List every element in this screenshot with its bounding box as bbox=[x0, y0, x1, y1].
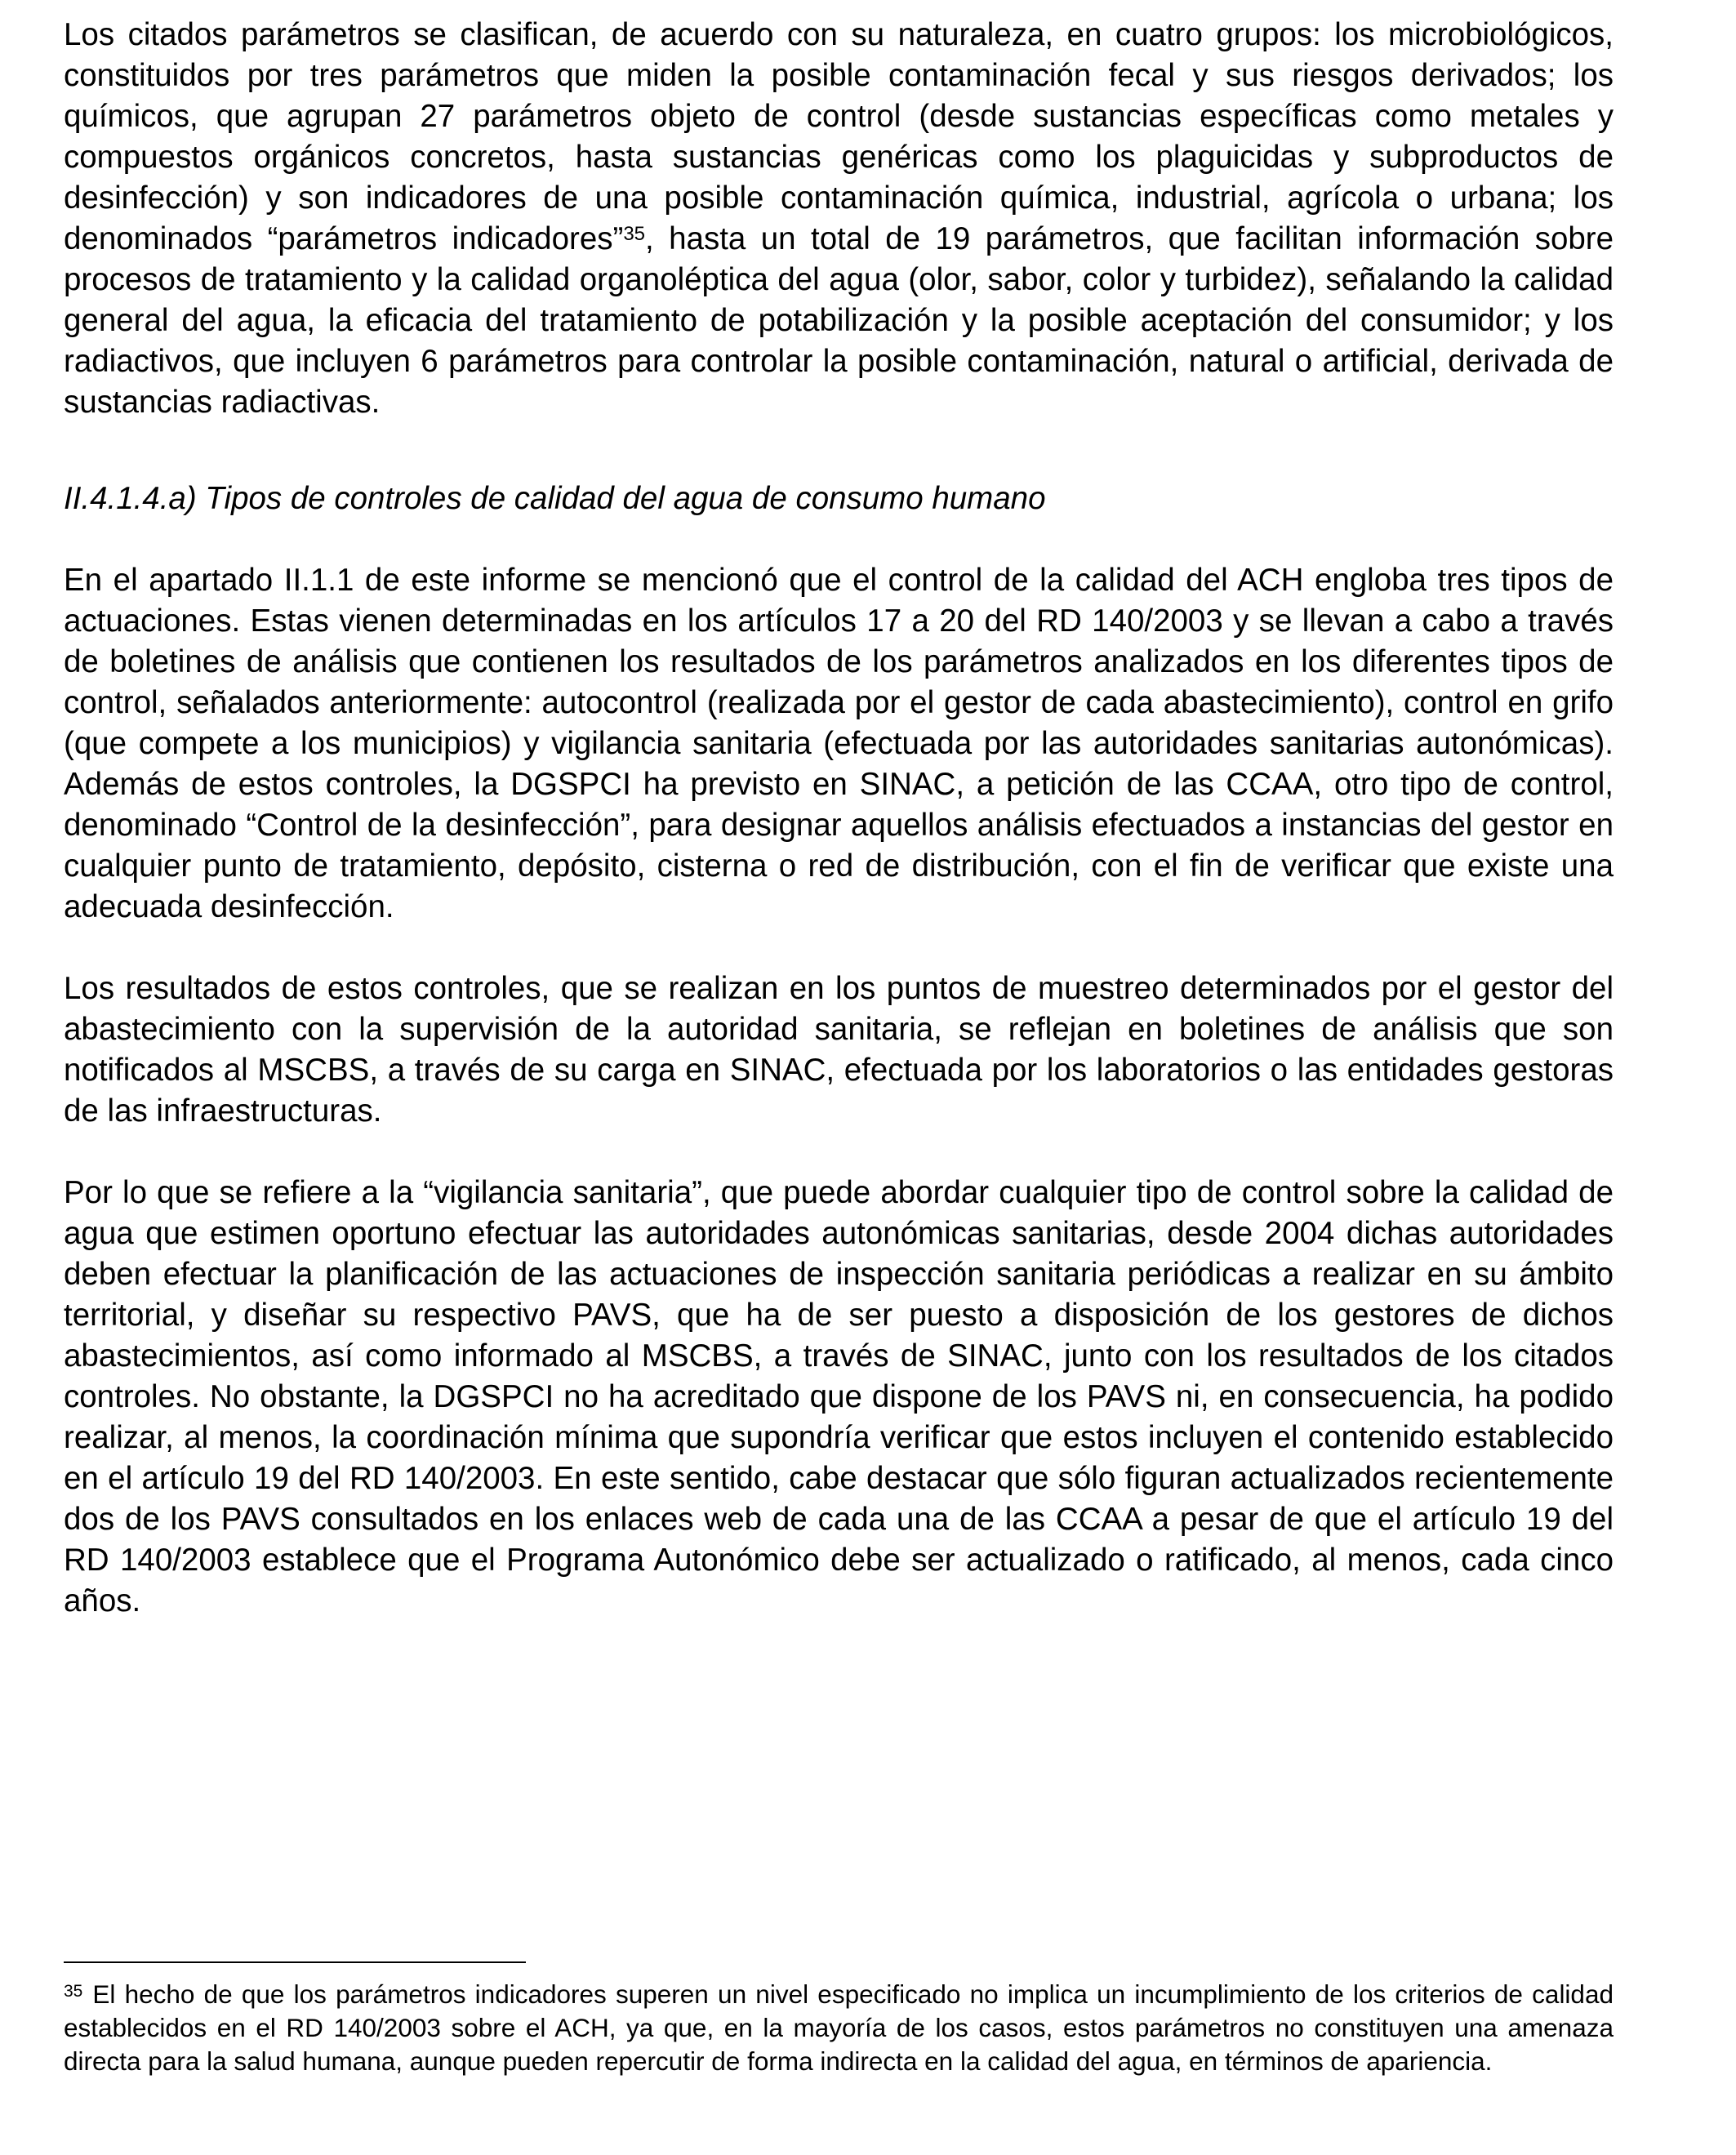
paragraph-1-text-start: Los citados parámetros se clasifican, de acuerdo con su naturaleza, en cuatro grupos: los microbiológicos, constituidos por tres parámetros que miden la posible contaminación fecal y sus riesgos derivados; los químicos, que agrupan 27 parámetros objeto de control (desde sustancias específicas como metales y compuestos orgánicos concretos, hasta sustancias genéricas como los plaguicidas y subproductos de desinfección) y son indicadores de una posible contaminación química, industrial, agrícola o urbana; los denominados “parámetros indicadores” bbox=[64, 17, 1614, 256]
footnote-text: El hecho de que los parámetros indicadores superen un nivel especificado no implica un incumplimiento de los criterios de calidad establecidos en el RD 140/2003 sobre el ACH, ya que, en la mayoría de los casos, estos parámetros no constituyen una amenaza directa para la salud humana, aunque pueden repercutir de forma indirecta en la calidad del agua, en términos de apariencia. bbox=[64, 1979, 1614, 2076]
paragraph-control-types: En el apartado II.1.1 de este informe se mencionó que el control de la calidad del ACH engloba tres tipos de actuaciones. Estas vienen determinadas en los artículos 17 a 20 del RD 140/2003 y se llevan a cabo a través de boletines de análisis que contienen los resultados de los parámetros analizados en los diferentes tipos de control, señalados anteriormente: autocontrol (realizada por el gestor de cada abastecimiento), control en grifo (que compete a los municipios) y vigilancia sanitaria (efectuada por las autoridades sanitarias autonómicas). Además de estos controles, la DGSPCI ha previsto en SINAC, a petición de las CCAA, otro tipo de control, denominado “Control de la desinfección”, para designar aquellos análisis efectuados a instancias del gestor en cualquier punto de tratamiento, depósito, cisterna o red de distribución, con el fin de verificar que existe una adecuada desinfección. bbox=[64, 563, 1614, 924]
paragraph-sanitary-surveillance: Por lo que se refiere a la “vigilancia sanitaria”, que puede abordar cualquier tipo de control sobre la calidad de agua que estimen oportuno efectuar las autoridades autonómicas sanitarias, desde 2004 dichas autoridades deben efectuar la planificación de las actuaciones de inspección sanitaria periódicas a realizar en su ámbito territorial, y diseñar su respectivo PAVS, que ha de ser puesto a disposición de los gestores de dichos abastecimientos, así como informado al MSCBS, a través de SINAC, junto con los resultados de los citados controles. No obstante, la DGSPCI no ha acreditado que dispone de los PAVS ni, en consecuencia, ha podido realizar, al menos, la coordinación mínima que supondría verificar que estos incluyen el contenido establecido en el artículo 19 del RD 140/2003. En este sentido, cabe destacar que sólo figuran actualizados recientemente dos de los PAVS consultados en los enlaces web de cada una de las CCAA a pesar de que el artículo 19 del RD 140/2003 establece que el Programa Autonómico debe ser actualizado o ratificado, al menos, cada cinco años. bbox=[64, 1175, 1614, 1618]
document-body bbox=[64, 15, 1614, 1622]
footnote-separator bbox=[64, 1961, 526, 1963]
section-heading: II.4.1.4.a) Tipos de controles de calidad del agua de consumo humano bbox=[64, 481, 1046, 516]
paragraph-1-text-end: , hasta un total de 19 parámetros, que facilitan información sobre procesos de tratamiento y la calidad organoléptica del agua (olor, sabor, color y turbidez), señalando la calidad general del agua, la eficacia del tratamiento de potabilización y la posible aceptación del consumidor; y los radiactivos, que incluyen 6 parámetros para controlar la posible contaminación, natural o artificial, derivada de sustancias radiactivas. bbox=[64, 221, 1614, 420]
paragraph-control-results: Los resultados de estos controles, que se realizan en los puntos de muestreo determinados por el gestor del abastecimiento con la supervisión de la autoridad sanitaria, se reflejan en boletines de análisis que son notificados al MSCBS, a través de su carga en SINAC, efectuada por los laboratorios o las entidades gestoras de las infraestructuras. bbox=[64, 971, 1614, 1129]
footnote-35 bbox=[64, 1978, 1614, 2078]
footnote-number: 35 bbox=[64, 1982, 83, 2001]
paragraph-parameter-groups bbox=[64, 15, 1614, 423]
footnote-reference-35[interactable]: 35 bbox=[623, 223, 646, 245]
